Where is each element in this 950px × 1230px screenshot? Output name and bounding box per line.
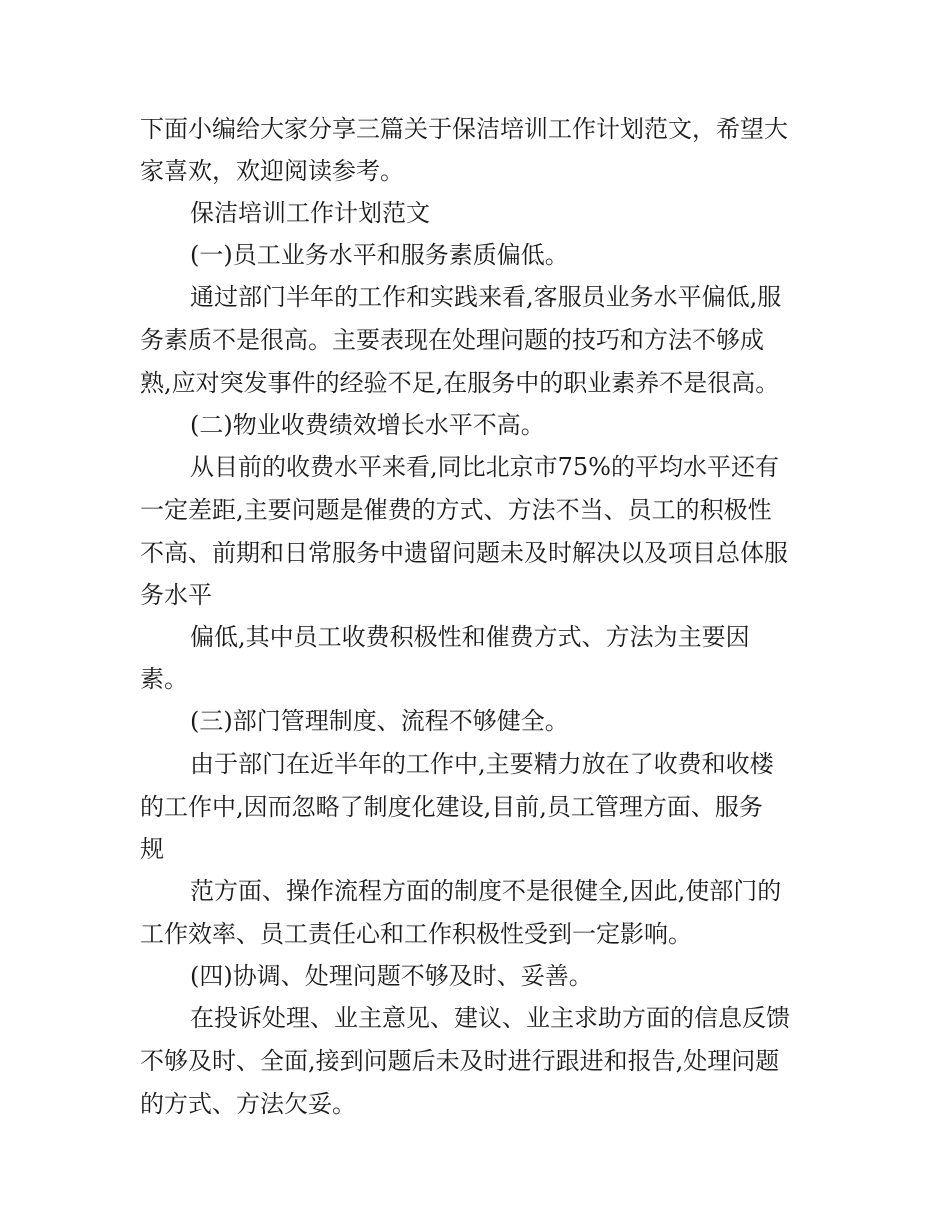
text-line: 不够及时、全面,接到问题后未及时进行跟进和报告,处理问题	[140, 1047, 780, 1075]
text-line: 偏低,其中员工收费积极性和催费方式、方法为主要因	[190, 623, 750, 651]
text-line: 在投诉处理、业主意见、建议、业主求助方面的信息反馈	[190, 1004, 790, 1032]
text-line: 不高、前期和日常服务中遗留问题未及时解决以及项目总体服	[140, 539, 788, 567]
text-line: 的方式、方法欠妥。	[140, 1090, 356, 1118]
text-line: 下面小编给大家分享三篇关于保洁培训工作计划范文，希望大	[140, 115, 788, 143]
text-line: 从目前的收费水平来看,同比北京市75%的平均水平还有	[190, 453, 779, 481]
text-line: 务素质不是很高。主要表现在处理问题的技巧和方法不够成	[140, 326, 764, 354]
text-line: 通过部门半年的工作和实践来看,客服员业务水平偏低,服	[190, 283, 782, 311]
text-line: 务水平	[140, 581, 212, 609]
section-heading: (二)物业收费绩效增长水平不高。	[190, 411, 545, 439]
text-line: 一定差距,主要问题是催费的方式、方法不当、员工的积极性	[140, 496, 772, 524]
text-line: 范方面、操作流程方面的制度不是很健全,因此,使部门的	[190, 877, 782, 905]
section-heading: (四)协调、处理问题不够及时、妥善。	[190, 962, 593, 990]
section-heading: (一)员工业务水平和服务素质偏低。	[190, 241, 569, 269]
text-line: 由于部门在近半年的工作中,主要精力放在了收费和收楼	[190, 750, 774, 778]
document-title: 保洁培训工作计划范文	[190, 199, 430, 227]
text-line: 工作效率、员工责任心和工作积极性受到一定影响。	[140, 920, 692, 948]
text-line: 素。	[140, 665, 188, 693]
text-line: 家喜欢，欢迎阅读参考。	[140, 157, 404, 185]
section-heading: (三)部门管理制度、流程不够健全。	[190, 707, 569, 735]
text-line: 熟,应对突发事件的经验不足,在服务中的职业素养不是很高。	[140, 369, 780, 397]
text-line: 规	[140, 835, 164, 863]
text-line: 的工作中,因而忽略了制度化建设,目前,员工管理方面、服务	[140, 793, 763, 821]
